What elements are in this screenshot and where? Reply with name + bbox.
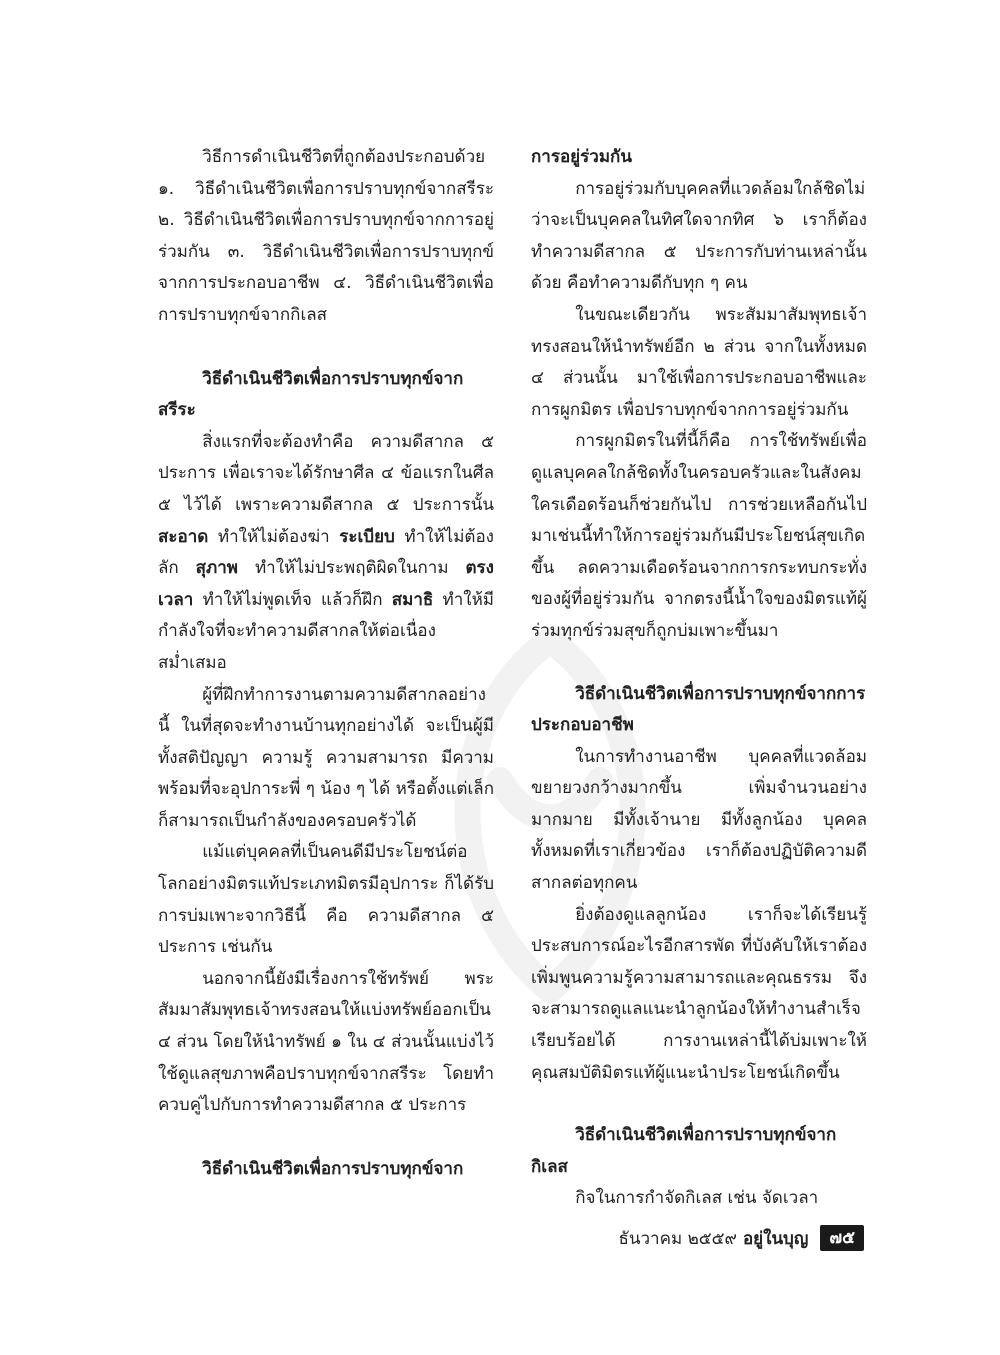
page-number: ๗๕ [820, 1225, 864, 1251]
paragraph: วิธีการดำเนินชีวิตที่ถูกต้องประกอบด้วย ๑. วิธีดำเนินชีวิตเพื่อการปราบทุกข์จากสรีระ ๒. วิธีดำเนินชีวิตเพื่อการปราบทุกข์จากการอยู่ร่วมกัน ๓. วิธีดำเนินชีวิตเพื่อการปราบทุกข์จากการประกอบอาชีพ ๔. วิธีดำเนินชีวิตเพื่อการปราบทุกข์จากกิเลส [158, 147, 494, 325]
section-heading: วิธีดำเนินชีวิตเพื่อการปราบทุกข์จากการประกอบอาชีพ [531, 683, 866, 736]
right-column [531, 142, 867, 1215]
paragraph: นอกจากนี้ยังมีเรื่องการใช้ทรัพย์ พระสัมมาสัมพุทธเจ้าทรงสอนให้แบ่งทรัพย์ออกเป็น ๔ ส่วน โดยให้นำทรัพย์ ๑ ใน ๔ ส่วนนั้นแบ่งไว้ใช้ดูแลสุขภาพคือปราบทุกข์จากสรีระ โดยทำควบคู่ไปกับการทำความดีสากล ๕ ประการ [158, 968, 494, 1116]
bold-term: ระเบียบ [339, 526, 395, 547]
section-heading: วิธีดำเนินชีวิตเพื่อการปราบทุกข์จากกิเลส [531, 1125, 837, 1177]
paragraph: การอยู่ร่วมกับบุคคลที่แวดล้อมใกล้ชิดไม่ว่าจะเป็นบุคคลในทิศใดจากทิศ ๖ เราก็ต้องทำความดีสากล ๕ ประการกับท่านเหล่านั้นด้วย คือทำความดีกับทุก ๆ คน [531, 178, 867, 294]
paragraph: กิจในการกำจัดกิเลส เช่น จัดเวลา [575, 1188, 819, 1209]
text-run: ทำให้ไม่ต้องฆ่า [208, 526, 340, 547]
paragraph [158, 427, 494, 680]
paragraph: แม้แต่บุคคลที่เป็นคนดีมีประโยชน์ต่อโลกอย่างมิตรแท้ประเภทมิตรมีอุปการะ ก็ได้รับการบ่มเพาะจากวิธีนี้ คือ ความดีสากล ๕ ประการ เช่นกัน [158, 842, 494, 958]
bold-term: ตรงเวลา [158, 558, 494, 610]
bold-term: สุภาพ [195, 558, 239, 579]
text-run: ทำให้ไม่ต้องลัก [158, 526, 494, 579]
left-column [158, 142, 494, 1185]
paragraph: ยิ่งต้องดูแลลูกน้อง เราก็จะได้เรียนรู้ประสบการณ์อะไรอีกสารพัด ที่บังคับให้เราต้องเพิ่มพูนความรู้ความสามารถและคุณธรรม จึงจะสามารถดูแลแนะนำลูกน้องให้ทำงานสำเร็จเรียบร้อยได้ การงานเหล่านี้ได้บ่มเพาะให้คุณสมบัติมิตรแท้ผู้แนะนำประโยชน์เกิดขึ้น [531, 904, 867, 1083]
text-run: ทำให้ไม่ประพฤติผิดในกาม [238, 558, 466, 579]
section-heading-continued: การอยู่ร่วมกัน [531, 147, 632, 167]
section-heading: วิธีดำเนินชีวิตเพื่อการปราบทุกข์จากสรีระ [158, 368, 464, 421]
paragraph: การผูกมิตรในที่นี้ก็คือ การใช้ทรัพย์เพื่อดูแลบุคคลใกล้ชิดทั้งในครอบครัวและในสังคม ใครเดือดร้อนก็ช่วยกันไป การช่วยเหลือกันไปมาเช่นนี้ทำให้การอยู่ร่วมกันมีประโยชน์สุขเกิดขึ้น ลดความเดือดร้อนจากการกระทบกระทั่งของผู้ที่อยู่ร่วมกัน จากตรงนี้น้ำใจของมิตรแท้ผู้ร่วมทุกข์ร่วมสุขก็ถูกบ่มเพาะขึ้นมา [531, 431, 867, 641]
text-run: ทำให้มีกำลังใจที่จะทำความดีสากลให้ต่อเนื่องสม่ำเสมอ [158, 589, 494, 673]
issue-date: ธันวาคม ๒๕๕๙ [618, 1228, 737, 1249]
text-run: ทำให้ไม่พูดเท็จ แล้วก็ฝึก [193, 589, 392, 610]
paragraph: ในการทำงานอาชีพ บุคคลที่แวดล้อมขยายวงกว้างมากขึ้น เพิ่มจำนวนอย่างมากมาย มีทั้งเจ้านาย มีทั้งลูกน้อง บุคคลทั้งหมดที่เราเกี่ยวข้อง เราก็ต้องปฏิบัติความดีสากลต่อทุกคน [531, 746, 867, 894]
paragraph: ผู้ที่ฝึกทำการงานตามความดีสากลอย่างนี้ ในที่สุดจะทำงานบ้านทุกอย่างได้ จะเป็นผู้มีทั้งสติปัญญา ความรู้ ความสามารถ มีความพร้อมที่จะอุปการะพี่ ๆ น้อง ๆ ได้ หรือตั้งแต่เล็กก็สามารถเป็นกำลังของครอบครัวได้ [158, 684, 494, 831]
page-footer [619, 1224, 865, 1252]
paragraph: ในขณะเดียวกัน พระสัมมาสัมพุทธเจ้าทรงสอนให้นำทรัพย์อีก ๒ ส่วน จากในทั้งหมด ๔ ส่วนนั้น มาใช้เพื่อการประกอบอาชีพและการผูกมิตร เพื่อปราบทุกข์จากการอยู่ร่วมกัน [531, 304, 867, 420]
bold-term: สมาธิ [391, 589, 434, 610]
bold-term: สะอาด [158, 526, 209, 547]
magazine-name: อยู่ในบุญ [742, 1228, 809, 1249]
section-heading: วิธีดำเนินชีวิตเพื่อการปราบทุกข์จาก [202, 1158, 464, 1179]
text-run: สิ่งแรกที่จะต้องทำคือ ความดีสากล ๕ ประการ เพื่อเราจะได้รักษาศีล ๔ ข้อแรกในศีล ๕ ไว้ได้ เพราะความดีสากล ๕ ประการนั้น [158, 431, 494, 515]
